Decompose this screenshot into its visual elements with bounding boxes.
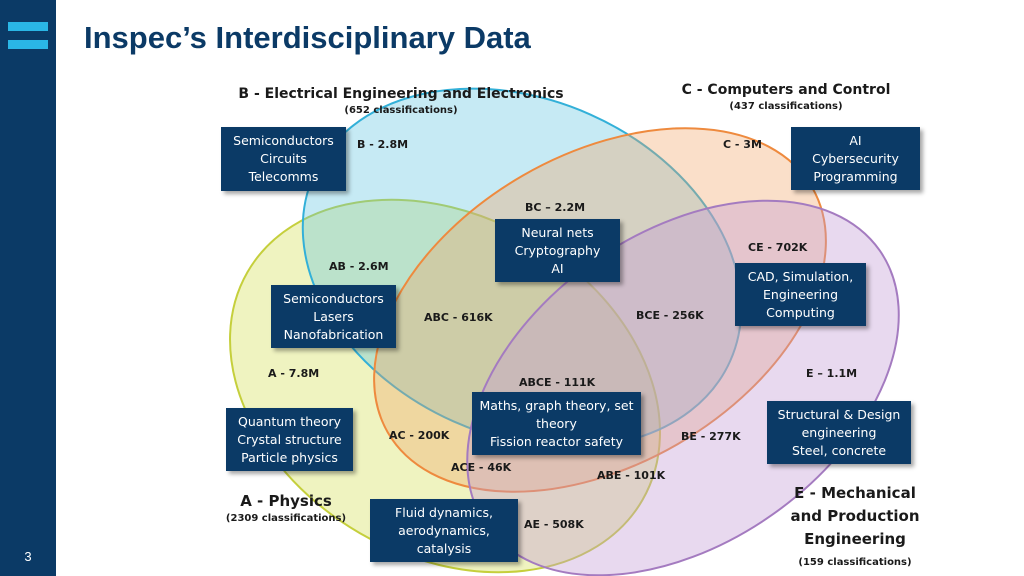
set-b-heading	[230, 86, 572, 116]
set-e-name-line1: E - Mechanical	[794, 484, 916, 502]
region-b-label: B - 2.8M	[357, 138, 409, 151]
ce-topics-box	[735, 263, 866, 326]
set-a-heading	[222, 492, 350, 524]
ce-topic-2: Engineering	[763, 286, 838, 302]
region-bc-label: BC – 2.2M	[525, 201, 586, 214]
page-number: 3	[24, 549, 32, 564]
c-topics-box	[791, 127, 920, 190]
set-c-name: C - Computers and Control	[681, 82, 891, 98]
e-topics-box	[767, 401, 911, 464]
bc-topic-1: Neural nets	[521, 224, 594, 240]
ab-topic-1: Semiconductors	[283, 290, 384, 306]
b-topic-3: Telecomms	[248, 169, 319, 184]
region-abe-label: ABE - 101K	[597, 469, 666, 482]
set-b-classifications: (652 classifications)	[344, 105, 458, 116]
region-c-label: C - 3M	[723, 138, 762, 151]
bc-topics-box	[495, 219, 620, 282]
region-e-label: E – 1.1M	[806, 367, 858, 380]
region-bce-label: BCE - 256K	[636, 309, 704, 322]
region-be-label: BE - 277K	[681, 430, 741, 443]
abce-topic-1: Maths, graph theory, set	[479, 397, 634, 413]
ae-topic-3: catalysis	[416, 540, 472, 556]
a-topic-3: Particle physics	[241, 449, 338, 465]
bc-topic-2: Cryptography	[514, 242, 601, 258]
a-topics-box	[226, 408, 353, 471]
ae-topic-1: Fluid dynamics,	[395, 504, 493, 520]
c-topic-3: Programming	[813, 168, 898, 184]
abce-topic-3: Fission reactor safety	[489, 433, 624, 449]
region-ac-label: AC - 200K	[389, 429, 450, 442]
ae-topic-2: aerodynamics,	[398, 522, 490, 538]
ab-topic-3: Nanofabrication	[283, 326, 384, 342]
set-c-classifications: (437 classifications)	[729, 101, 843, 112]
set-e-name-line2: and Production	[790, 507, 920, 525]
ab-topic-2: Lasers	[313, 308, 354, 324]
c-topic-2: Cybersecurity	[812, 150, 899, 166]
b-topics-box	[221, 127, 346, 191]
bc-topic-3: AI	[551, 260, 564, 276]
e-topic-1: Structural & Design	[777, 406, 901, 422]
b-topic-1: Semiconductors	[233, 133, 334, 148]
region-abce-label: ABCE - 111K	[519, 376, 596, 389]
set-a-name: A - Physics	[240, 492, 332, 510]
ae-topics-box	[370, 499, 518, 562]
set-e-classifications: (159 classifications)	[798, 557, 912, 568]
ab-topics-box	[271, 285, 396, 348]
page-title: Inspec’s Interdisciplinary Data	[84, 20, 531, 55]
b-topic-2: Circuits	[260, 151, 307, 166]
region-ace-label: ACE - 46K	[451, 461, 512, 474]
region-ce-label: CE - 702K	[748, 241, 808, 254]
abce-topics-box	[472, 392, 641, 455]
region-ae-label: AE - 508K	[524, 518, 584, 531]
a-topic-1: Quantum theory	[237, 413, 341, 429]
ce-topic-3: Computing	[766, 304, 835, 320]
abce-topic-2: theory	[536, 415, 577, 431]
ce-topic-1: CAD, Simulation,	[747, 268, 854, 284]
set-e-name-line3: Engineering	[804, 530, 906, 548]
set-a-classifications: (2309 classifications)	[225, 513, 347, 524]
e-topic-2: engineering	[801, 424, 877, 440]
a-topic-2: Crystal structure	[237, 431, 342, 447]
c-topic-1: AI	[849, 132, 862, 148]
region-ab-label: AB - 2.6M	[329, 260, 389, 273]
set-b-name: B - Electrical Engineering and Electronics	[238, 86, 564, 102]
region-abc-label: ABC - 616K	[424, 311, 493, 324]
set-e-heading	[780, 482, 930, 574]
region-a-label: A - 7.8M	[268, 367, 320, 380]
set-c-heading	[672, 82, 900, 112]
e-topic-3: Steel, concrete	[791, 442, 887, 458]
